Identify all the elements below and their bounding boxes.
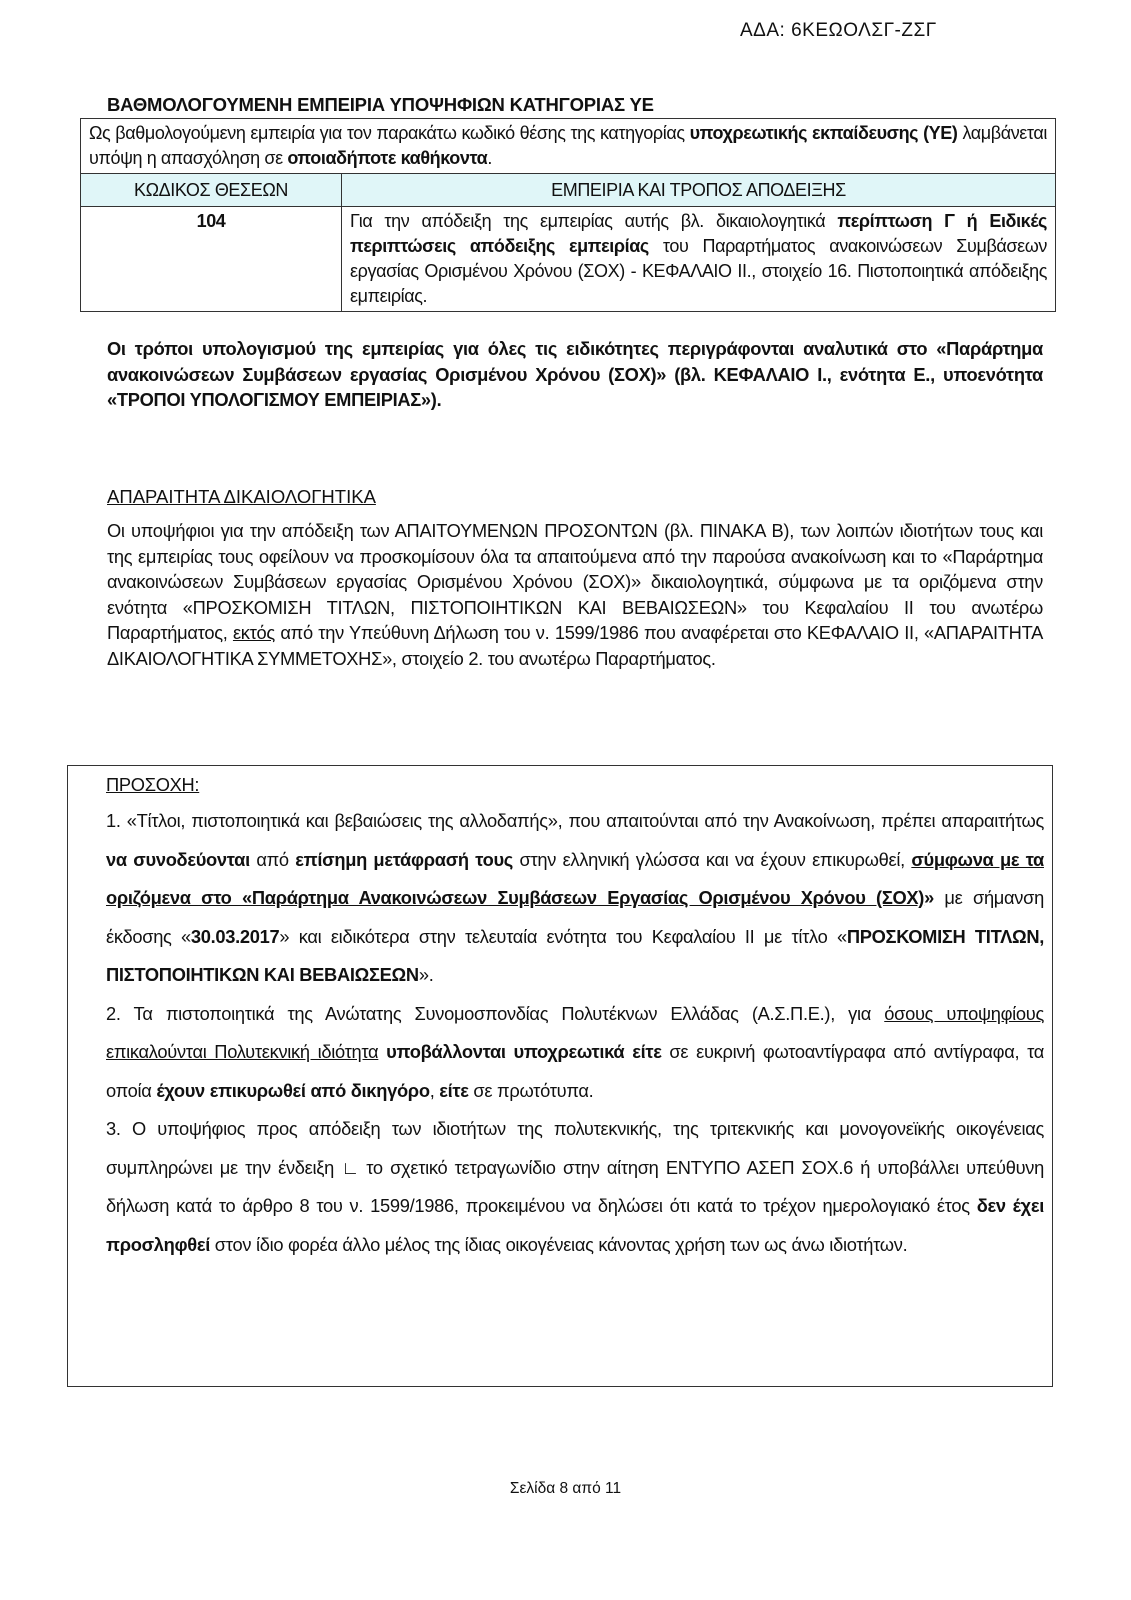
text-run: λαμβάνεται υπόψη η απασχόληση σε	[89, 123, 1047, 168]
text-run: Οι τρόποι υπολογισμού της εμπειρίας για όλες τις ειδικότητες περιγράφονται αναλυτικά στο «Παράρτημα ανακοινώσεων Συμβάσεων εργασίας Ορισμένου Χρόνου (ΣΟΧ)» (βλ. ΚΕΦΑΛΑΙΟ Ι., ενότητα Ε., υποενότητα «ΤΡΟΠΟΙ ΥΠΟΛΟΓΙΣΜΟΥ ΕΜΠΕΙΡΙΑΣ»).	[107, 338, 1043, 410]
text-run: του Παραρτήματος ανακοινώσεων Συμβάσεων εργασίας Ορισμένου Χρόνου (ΣΟΧ) - ΚΕΦΑΛΑΙΟ ΙΙ., στοιχείο 16. Πιστοποιητικά απόδειξης εμπειρίας.	[350, 236, 1047, 306]
text-run: » και ειδικότερα στην τελευταία ενότητα του Κεφαλαίου ΙΙ με τίτλο «	[279, 925, 847, 947]
text-run	[378, 1041, 386, 1062]
text-run: από	[249, 848, 296, 870]
text-run: είτε	[439, 1079, 469, 1101]
text-run: περίπτωση Γ ή Ειδικές περιπτώσεις απόδειξης εμπειρίας	[350, 211, 1047, 256]
page-number: Σελίδα 8 από 11	[509, 1480, 622, 1497]
text-run: στον ίδιο φορέα άλλο μέλος της ίδιας οικογένειας κάνοντας χρήση των ως άνω ιδιοτήτων.	[210, 1233, 908, 1255]
experience-description	[342, 207, 1056, 312]
table-row	[81, 207, 1056, 312]
text-run: 2. Τα πιστοποιητικά της Ανώτατης Συνομοσπονδίας Πολυτέκνων Ελλάδας (Α.Σ.Π.Ε.), για	[106, 1002, 885, 1024]
text-run: ΠΡΟΣΚΟΜΙΣΗ ΤΙΤΛΩΝ, ΠΙΣΤΟΠΟΙΗΤΙΚΩΝ ΚΑΙ ΒΕΒΑΙΩΣΕΩΝ	[106, 925, 1045, 985]
position-code: 104	[81, 207, 342, 312]
text-run: »	[924, 887, 934, 908]
text-run: 1. «Τίτλοι, πιστοποιητικά και βεβαιώσεις της αλλοδαπής», που απαιτούνται από την Ανακοίνωση, πρέπει απαραιτήτως	[106, 810, 1044, 831]
text-run: σε πρωτότυπα.	[468, 1079, 594, 1101]
attention-item-2	[106, 995, 1044, 1111]
text-run: εκτός	[232, 622, 275, 643]
docs-heading: ΑΠΑΡΑΙΤΗΤΑ ΔΙΚΑΙΟΛΟΓΗΤΙΚΑ	[107, 486, 376, 507]
text-run: Για την απόδειξη της εμπειρίας αυτής βλ. δικαιολογητικά	[350, 211, 838, 231]
table-intro	[81, 119, 1056, 174]
text-run: ».	[418, 964, 434, 985]
text-run: από την Υπεύθυνη Δήλωση του ν. 1599/1986 που αναφέρεται στο ΚΕΦΑΛΑΙΟ ΙΙ, «ΑΠΑΡΑΙΤΗΤΑ ΔΙΚΑΙΟΛΟΓΗΤΙΚΑ ΣΥΜΜΕΤΟΧΗΣ», στοιχείο 2. του ανωτέρω Παραρτήματος.	[107, 622, 1043, 669]
text-run: σε ευκρινή φωτοαντίγραφα από αντίγραφα, τα οποία	[106, 1041, 1045, 1101]
text-run: ,	[429, 1079, 440, 1101]
text-run: Οι υποψήφιοι για την απόδειξη των ΑΠΑΙΤΟΥΜΕΝΩΝ ΠΡΟΣΟΝΤΩΝ (βλ. ΠΙΝΑΚΑ Β), των λοιπών ιδιοτήτων τους και της εμπειρίας τους οφείλουν να προσκομίσουν όλα τα απαιτούμενα από την παρούσα ανακοίνωση και το «Παράρτημα ανακοινώσεων Συμβάσεων εργασίας Ορισμένου Χρόνου (ΣΟΧ)» δικαιολογητικά, σύμφωνα με τα οριζόμενα στην ενότητα «ΠΡΟΣΚΟΜΙΣΗ ΤΙΤΛΩΝ, ΠΙΣΤΟΠΟΙΗΤΙΚΩΝ ΚΑΙ ΒΕΒΑΙΩΣΕΩΝ» του Κεφαλαίου ΙΙ του ανωτέρω Παραρτήματος,	[107, 520, 1043, 643]
attention-item-3	[106, 1110, 1044, 1264]
calc-note	[107, 336, 1043, 413]
text-run: σύμφωνα με τα οριζόμενα στο «Παράρτημα Ανακοινώσεων Συμβάσεων Εργασίας Ορισμένου Χρόνου (ΣΟΧ)	[106, 848, 1044, 908]
document-id: ΑΔΑ: 6ΚΕΩΟΛΣΓ-ΖΣΓ	[740, 20, 937, 41]
attention-heading: ΠΡΟΣΟΧΗ:	[106, 774, 200, 795]
section-title: ΒΑΘΜΟΛΟΓΟΥΜΕΝΗ ΕΜΠΕΙΡΙΑ ΥΠΟΨΗΦΙΩΝ ΚΑΤΗΓΟΡΙΑΣ ΥΕ	[107, 94, 654, 115]
text-run: να συνοδεύονται	[106, 848, 250, 870]
table-header-row	[81, 174, 1056, 207]
text-run: Ως βαθμολογούμενη εμπειρία για τον παρακάτω κωδικό θέσης της κατηγορίας	[89, 123, 690, 143]
attention-item-1	[106, 802, 1044, 995]
header-experience: ΕΜΠΕΙΡΙΑ ΚΑΙ ΤΡΟΠΟΣ ΑΠΟΔΕΙΞΗΣ	[342, 174, 1056, 207]
text-run: .	[487, 148, 492, 168]
header-code: ΚΩΔΙΚΟΣ ΘΕΣΕΩΝ	[81, 174, 342, 207]
text-run: δεν έχει προσληφθεί	[106, 1195, 1045, 1255]
text-run: 30.03.2017	[190, 925, 280, 947]
text-run: στην ελληνική γλώσσα και να έχουν επικυρωθεί,	[513, 848, 912, 870]
text-run: έχουν επικυρωθεί από δικηγόρο	[156, 1079, 430, 1101]
text-run: 3. Ο υποψήφιος προς απόδειξη των ιδιοτήτων της πολυτεκνικής, της τριτεκνικής και μονογονεϊκής οικογένειας συμπληρώνει με την ένδειξη ∟ το σχετικό τετραγωνίδιο στην αίτηση ΕΝΤΥΠΟ ΑΣΕΠ ΣΟΧ.6 ή υποβάλλει υπεύθυνη δήλωση κατά το άρθρο 8 του ν. 1599/1986, προκειμένου να δηλώσει ότι κατά το τρέχον ημερολογιακό έτος	[106, 1118, 1044, 1216]
text-run: με σήμανση έκδοσης «	[106, 887, 1044, 947]
experience-table	[80, 118, 1056, 312]
text-run: υποχρεωτικής εκπαίδευσης (ΥΕ)	[689, 123, 958, 143]
docs-text	[107, 518, 1043, 671]
text-run: επίσημη μετάφρασή τους	[295, 848, 514, 870]
text-run: όσους υποψηφίους επικαλούνται Πολυτεκνική ιδιότητα	[106, 1002, 1044, 1062]
text-run: οποιαδήποτε καθήκοντα	[287, 148, 488, 168]
attention-box	[67, 765, 1053, 1387]
attention-items	[106, 802, 1044, 1264]
text-run: υποβάλλονται υποχρεωτικά είτε	[386, 1041, 662, 1062]
